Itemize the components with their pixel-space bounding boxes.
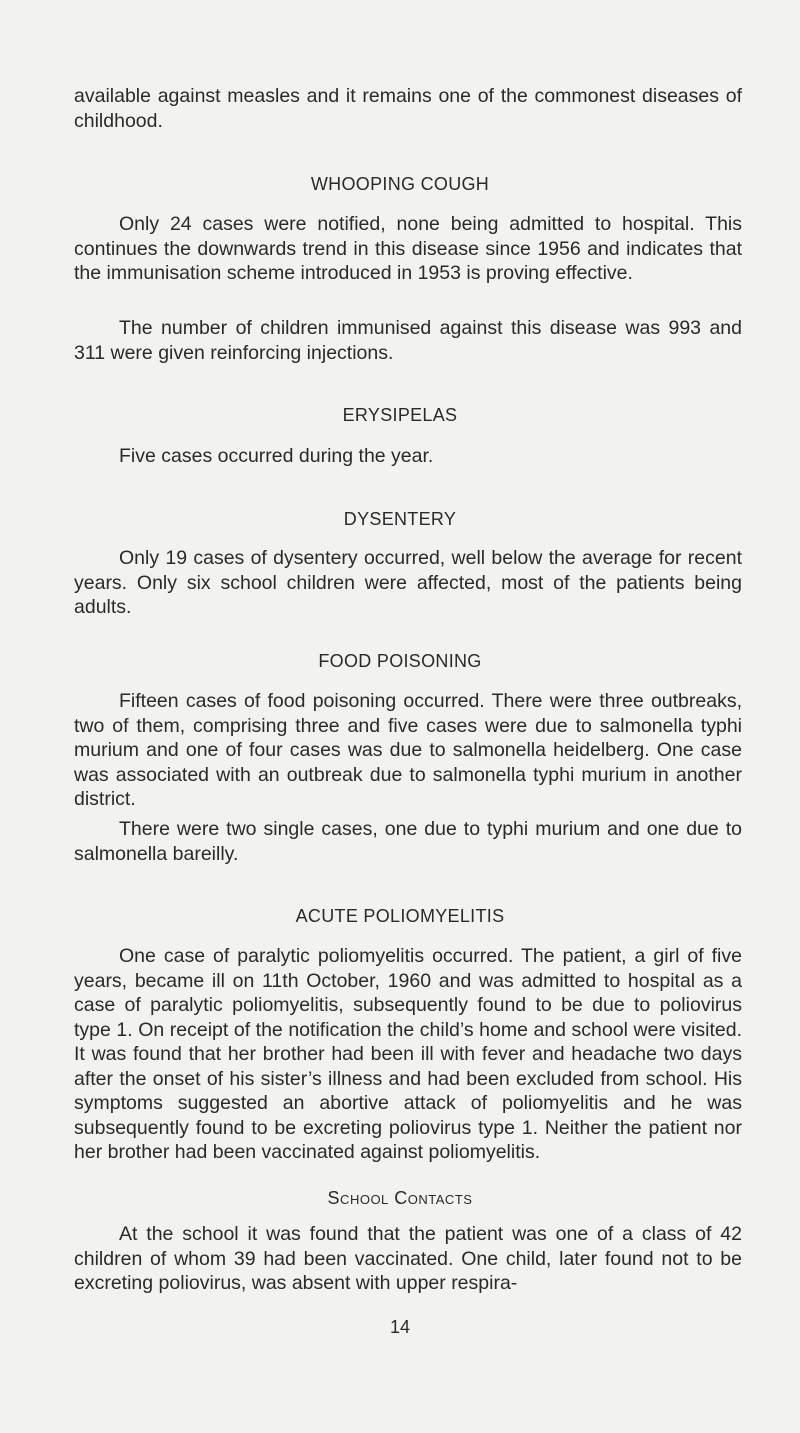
paragraph-food-2: There were two single cases, one due to typhi murium and one due to salmonella bareilly. <box>74 818 742 865</box>
paragraph-erysipelas: Five cases occurred during the year. <box>119 445 434 467</box>
heading-erysipelas: ERYSIPELAS <box>342 405 458 425</box>
heading-acute-poliomyelitis: ACUTE POLIOMYELITIS <box>295 906 505 926</box>
paragraph-food-1: Fifteen cases of food poisoning occurred. There were three outbreaks, two of them, comprising three and five cases were due to salmonella typhi murium and one of four cases was due to salmonella heidelberg. One case was associated with an outbreak due to salmonella typhi murium in another district. <box>74 690 742 810</box>
paragraph-dysentery: Only 19 cases of dysentery occurred, well below the average for recent years. Only six school children were affected, most of the patients being adults. <box>74 547 742 618</box>
subheading-school-contacts: School Contacts <box>327 1188 473 1208</box>
heading-whooping-cough: WHOOPING COUGH <box>310 174 490 194</box>
page-number: 14 <box>389 1317 411 1337</box>
paragraph-whooping-1: Only 24 cases were notified, none being admitted to hospital. This continues the downwards trend in this disease since 1956 and indicates that the immunisation scheme introduced in 1953 is proving effective. <box>74 213 742 284</box>
heading-dysentery: DYSENTERY <box>343 509 457 529</box>
paragraph-school-contacts: At the school it was found that the patient was one of a class of 42 children of whom 39 had been vaccinated. One child, later found not to be excreting poliovirus, was absent with upper respira- <box>74 1223 742 1294</box>
paragraph-whooping-2: The number of children immunised against this disease was 993 and 311 were given reinforcing injections. <box>74 317 742 364</box>
paragraph-polio: One case of paralytic poliomyelitis occurred. The patient, a girl of five years, became ill on 11th October, 1960 and was admitted to hospital as a case of paralytic poliomyelitis, subsequently found to be due to poliovirus type 1. On receipt of the notification the child’s home and school were visited. It was found that her brother had been ill with fever and headache two days after the onset of his sister’s illness and had been excluded from school. His symptoms suggested an abortive attack of poliomyelitis and he was subsequently found to be excreting poliovirus type 1. Neither the patient nor her brother had been vaccinated against poliomyelitis. <box>74 945 742 1163</box>
intro-paragraph: available against measles and it remains one of the commonest diseases of childhood. <box>74 85 742 132</box>
heading-food-poisoning: FOOD POISONING <box>318 651 482 671</box>
